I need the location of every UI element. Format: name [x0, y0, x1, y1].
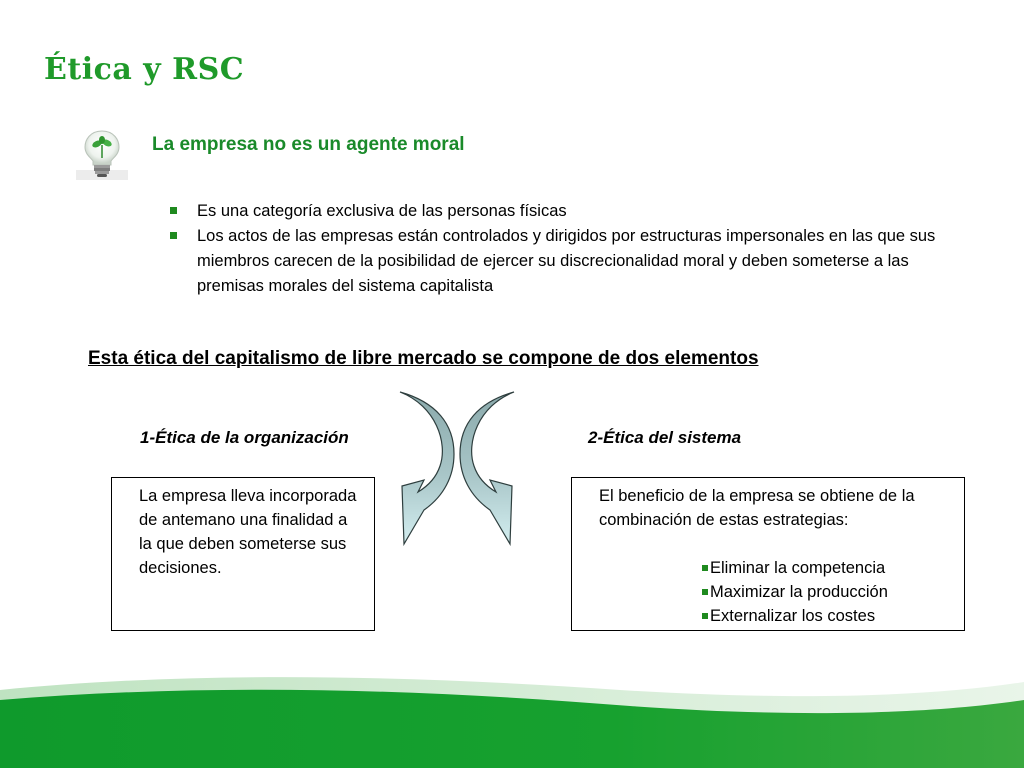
bullet-item	[170, 199, 970, 224]
opposing-curved-arrows-icon	[396, 388, 520, 548]
bullet-square-icon	[170, 207, 177, 214]
list-item	[702, 556, 888, 580]
subheading: La empresa no es un agente moral	[152, 134, 465, 155]
element2-text: El beneficio de la empresa se obtiene de la combinación de estas estrategias:	[599, 487, 915, 529]
footer-wave-decoration	[0, 660, 1024, 768]
bullet-square-icon	[702, 565, 708, 571]
bullet-square-icon	[702, 589, 708, 595]
strategy-text: Externalizar los costes	[710, 607, 876, 625]
list-item	[702, 604, 888, 628]
bullet-square-icon	[170, 232, 177, 239]
element1-box	[111, 477, 375, 631]
strategy-list	[702, 556, 888, 628]
element2-box	[571, 477, 965, 631]
bullet-text: Es una categoría exclusiva de las personas físicas	[197, 202, 567, 220]
bullet-square-icon	[702, 613, 708, 619]
strategy-text: Maximizar la producción	[710, 583, 888, 601]
slide-title: Ética y RSC	[44, 52, 245, 87]
bullet-item	[170, 224, 970, 299]
element1-text: La empresa lleva incorporada de antemano una finalidad a la que deben someterse sus decisiones.	[139, 487, 357, 577]
element2-label: 2-Ética del sistema	[588, 428, 742, 447]
section-heading: Esta ética del capitalismo de libre mercado se compone de dos elementos	[88, 348, 759, 369]
strategy-text: Eliminar la competencia	[710, 559, 886, 577]
bullet-list	[170, 199, 970, 299]
list-item	[702, 580, 888, 604]
lightbulb-plant-icon	[76, 128, 128, 180]
bullet-text: Los actos de las empresas están controlados y dirigidos por estructuras impersonales en las que sus miembros carecen de la posibilidad de ejercer su discrecionalidad moral y deben someterse a las premisas morales del sistema capitalista	[197, 227, 936, 295]
element1-label: 1-Ética de la organización	[140, 428, 349, 447]
